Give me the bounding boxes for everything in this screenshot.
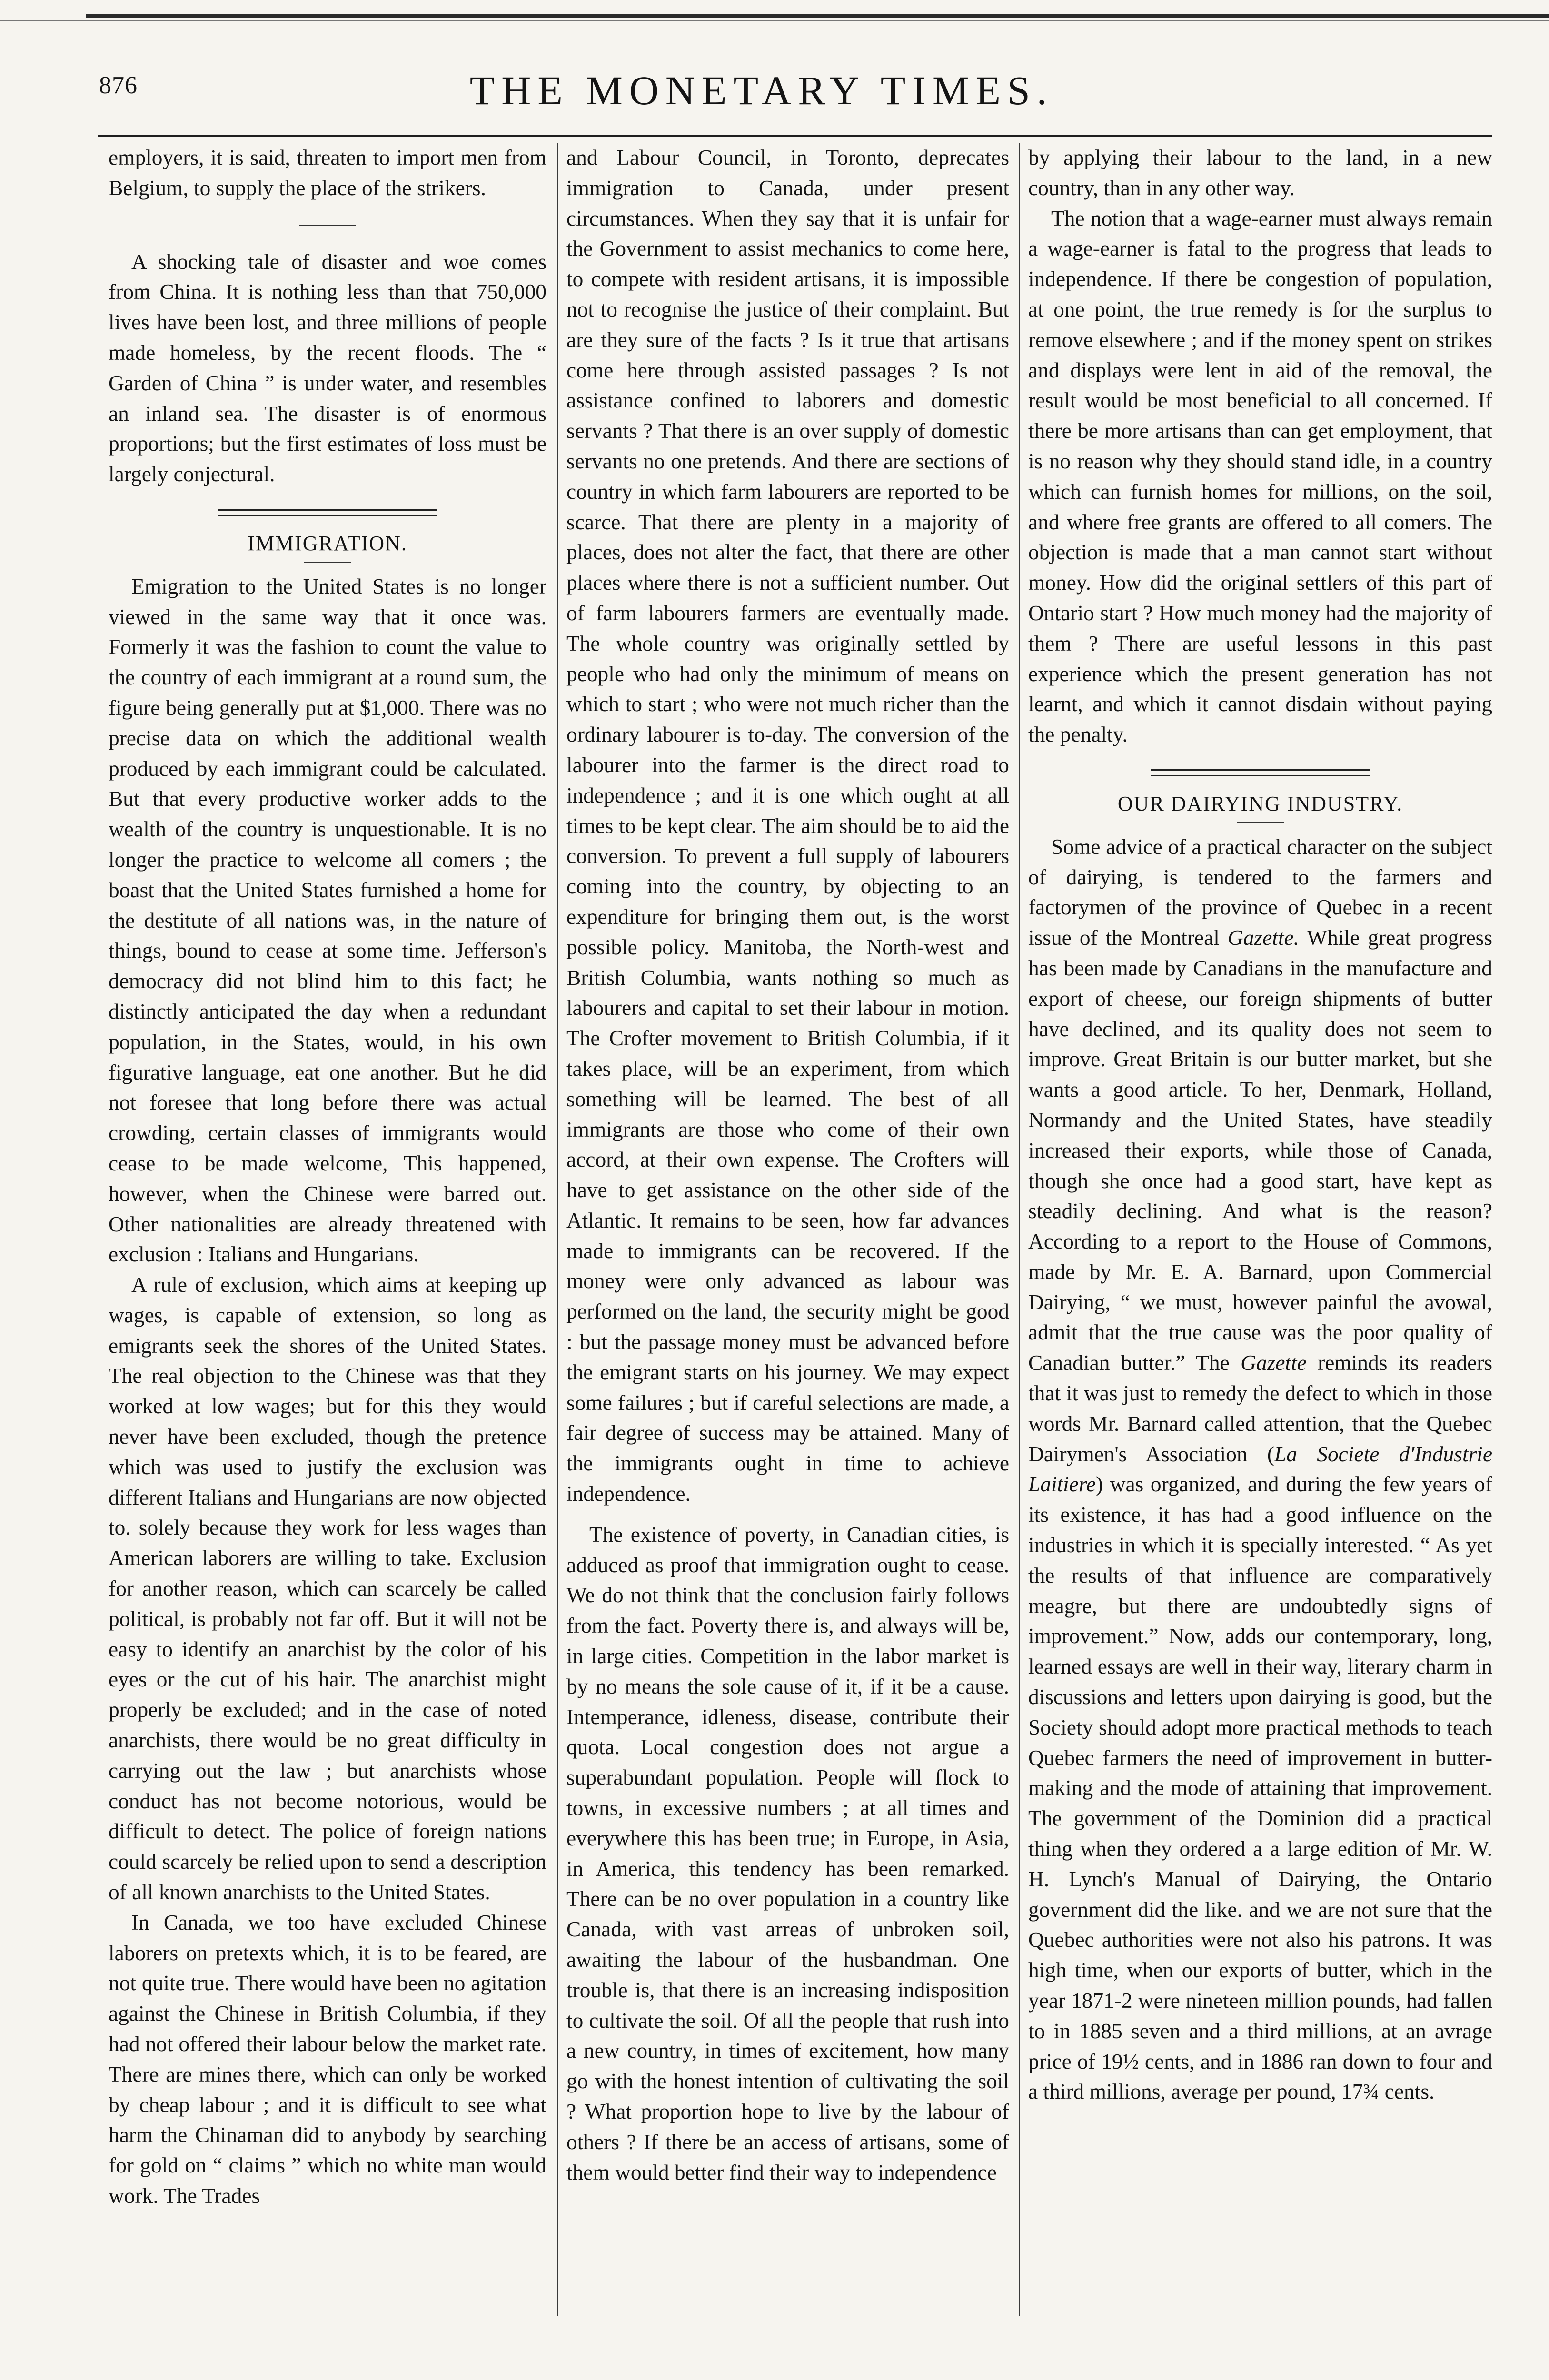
page-number: 876 <box>99 72 138 99</box>
masthead-title: THE MONETARY TIMES. <box>469 68 1054 113</box>
text-run: ) was organized, and during the few years of its existence, it has had a good influence on the industries in which it is specially interested. “ As yet the results of that influence are comparatively meagre, but there are undoubtedly signs of improvement.” Now, adds our contemporary, long, learned essays are well in their way, literary charm in discussions and letters upon dairying is good, but the Society should adopt more practical methods to teach Quebec farmers the need of improvement in butter-making and the mode of attaining that improvement. The government of the Dominion did a practical thing when they ordered a a large edition of Mr. W. H. Lynch's Manual of Dairying, the Ontario government did the like. and we are not sure that the Quebec authorities were not also his patrons. It was high time, when our exports of butter, which in the year 1871-2 were nineteen million pounds, had fallen to in 1885 seven and a third millions, at an avrage price of 19½ cents, and in 1886 ran down to four and a third millions, average per pound, 17¾ cents. <box>1028 1472 1492 2104</box>
section-title-immigration: IMMIGRATION. <box>248 531 407 555</box>
paragraph: Emigration to the United States is no longer viewed in the same way that it once was. Formerly it was the fashion to count the value to the country of each immigrant at a round sum, the figure being generally put at $1,000. There was no precise data on which the additional wealth produced by each immigrant could be calculated. But that every productive worker adds to the wealth of the country is unquestionable. It is no longer the practice to welcome all comers ; the boast that the United States furnished a home for the destitute of all nations was, in the nature of things, bound to cease at some time. Jefferson's democracy did not blind him to this fact; he distinctly anticipated the day when a redundant population, in the States, would, in his own figurative language, eat one another. But he did not foresee that long before there was actual crowding, certain classes of immigrants would cease to be made welcome, This happened, however, when the Chinese were barred out. Other nationalities are already threatened with exclusion : Italians and Hungarians. <box>109 574 546 1267</box>
paragraph-dairying <box>1028 832 1492 2107</box>
paragraph: The existence of poverty, in Canadian cities, is adduced as proof that immigration ought to cease. We do not think that the conclusion fairly follows from the fact. Poverty there is, and always will be, in large cities. Competition in the labor market is by no means the sole cause of it, if it be a cause. Intemperance, idleness, disease, contribute their quota. Local congestion does not argue a superabundant population. People will flock to towns, in excessive numbers ; at all times and everywhere this has been true; in Europe, in Asia, in America, this tendency has been remarked. There can be no over population in a country like Canada, with vast arreas of unbroken soil, awaiting the labour of the husbandman. One trouble is, that there is an increasing indisposition to cultivate the soil. Of all the people that rush into a new country, in times of excitement, how many go with the honest intention of cultivating the soil ? What proportion hope to live by the labour of others ? If there be an access of artisans, some of them would better find their way to independence <box>566 1522 1009 2184</box>
top-border-rule-thin <box>0 20 1549 21</box>
separator-rule <box>299 225 356 226</box>
text-run: While great progress has been made by Canadians in the manufacture and export of cheese, our foreign shipments of butter have declined, and its quality does not seem to improve. Great Britain is our butter market, but she wants a good article. To her, Denmark, Holland, Normandy and the United States, have steadily increased their exports, while those of Canada, though she once had a good start, have kept as steadily declining. And what is the reason? According to a report to the House of Commons, made by Mr. E. A. Barnard, upon Commercial Dairying, “ we must, however painful the avowal, admit that the true cause was the poor quality of Canadian butter.” The <box>1028 926 1492 1375</box>
title-underline <box>1237 822 1284 823</box>
header-rule <box>98 135 1492 137</box>
italic-society-name: La Societe d'Industrie Laitiere <box>1028 1442 1492 1497</box>
section-title-dairying: OUR DAIRYING INDUSTRY. <box>1117 792 1403 815</box>
paragraph: by applying their labour to the land, in a new country, than in any other way. <box>1028 146 1492 200</box>
paragraph: A rule of exclusion, which aims at keeping up wages, is capable of extension, so long as emigrants seek the shores of the United States. The real objection to the Chinese was that they worked at low wages; but for this they would never have been excluded, though the pretence which was used to justify the exclusion was different Italians and Hungarians are now objected to. solely because they work for less wages than American laborers are willing to take. Exclusion for another reason, which can scarcely be called political, is probably not far off. But it will not be easy to identify an anarchist by the color of his eyes or the cut of his hair. The anarchist might properly be excluded; and in the case of noted anarchists, there would be no great difficulty in carrying out the law ; but anarchists whose conduct has not become notorious, would be difficult to detect. The police of foreign nations could scarcely be relied upon to send a description of all known anarchists to the United States. <box>109 1273 546 1904</box>
paragraph: In Canada, we too have excluded Chinese laborers on pretexts which, it is to be feared, are not quite true. There would have been no agitation against the Chinese in British Columbia, if they had not offered their labour below the market rate. There are mines there, which can only be worked by cheap labour ; and it is difficult to see what harm the Chinaman did to anybody by searching for gold on “ claims ” which no white man would work. The Trades <box>109 1910 546 2208</box>
column-divider-2 <box>1019 143 1020 2316</box>
column-3 <box>1028 143 1492 2313</box>
column-1 <box>109 143 546 2313</box>
paragraph: The notion that a wage-earner must always remain a wage-earner is fatal to the progress that leads to independence. If there be congestion of population, at one point, the true remedy is for the surplus to remove elsewhere ; and if the money spent on strikes and displays were lent in aid of the removal, the result would be most beneficial to all concerned. If there be more artisans than can get employment, that is no reason why they should stand idle, in a country which can furnish homes for millions, on the soil, and where free grants are offered to all comers. The objection is made that a man cannot start without money. How did the original settlers of this part of Ontario start ? How much money had the majority of them ? There are useful lessons in this past experience which the present generation has not learnt, and which it cannot disdain without paying the penalty. <box>1028 206 1492 747</box>
text-run: reminds its readers that it was just to remedy the defect to which in those words Mr. Barnard called attention, that the Quebec Dairymen's Association ( <box>1028 1351 1492 1466</box>
title-underline <box>304 562 351 563</box>
italic-gazette: Gazette <box>1241 1351 1307 1375</box>
top-border-rule <box>86 14 1549 18</box>
paragraph: employers, it is said, threaten to import men from Belgium, to supply the place of the strikers. <box>109 146 546 200</box>
italic-gazette: Gazette. <box>1227 926 1299 950</box>
column-divider-1 <box>557 143 558 2316</box>
text-run: Some advice of a practical character on the subject of dairying, is tendered to the farmers and factorymen of the province of Quebec in a recent issue of the Montreal <box>1028 834 1492 950</box>
paragraph: A shocking tale of disaster and woe comes from China. It is nothing less than that 750,000 lives have been lost, and three millions of people made homeless, by the recent floods. The “ Garden of China ” is under water, and resembles an inland sea. The disaster is of enormous proportions; but the first estimates of loss must be largely conjectural. <box>109 249 546 486</box>
section-double-rule <box>1151 769 1370 776</box>
column-2 <box>566 143 1009 2313</box>
section-double-rule <box>218 509 437 516</box>
paragraph: and Labour Council, in Toronto, deprecates immigration to Canada, under present circumstances. When they say that it is unfair for the Government to assist mechanics to come here, to compete with resident artisans, it is impossible not to recognise the justice of their complaint. But are they sure of the facts ? Is it true that artisans come here through assisted passages ? Is not assistance confined to laborers and domestic servants ? That there is an over supply of domestic servants no one pretends. And there are sections of country in which farm labourers are reported to be scarce. That there are plenty in a majority of places, does not alter the fact, that there are other places where there is not a sufficient number. Out of farm labourers farmers are eventually made. The whole country was originally settled by people who had only the minimum of means on which to start ; who were not much richer than the ordinary labourer is to-day. The conversion of the labourer into the farmer is the direct road to independence ; and it is one which ought at all times to be kept clear. The aim should be to aid the conversion. To prevent a full supply of labourers coming into the country, by objecting to an expenditure for bringing them out, is the worst possible policy. Manitoba, the North-west and British Columbia, wants nothing so much as labourers and capital to set their labour in motion. The Crofter movement to British Columbia, if it takes place, will be an experiment, from which something will be learned. The best of all immigrants are those who come of their own accord, at their own expense. The Crofters will have to get assistance on the other side of the Atlantic. It remains to be seen, how far advances made to immigrants can be recovered. If the money were only advanced as labour was performed on the land, the security might be good : but the passage money must be advanced before the emigrant starts on his journey. We may expect some failures ; but if careful selections are made, a fair degree of success may be attained. Many of the immigrants ought in time to achieve independence. <box>566 146 1009 1506</box>
